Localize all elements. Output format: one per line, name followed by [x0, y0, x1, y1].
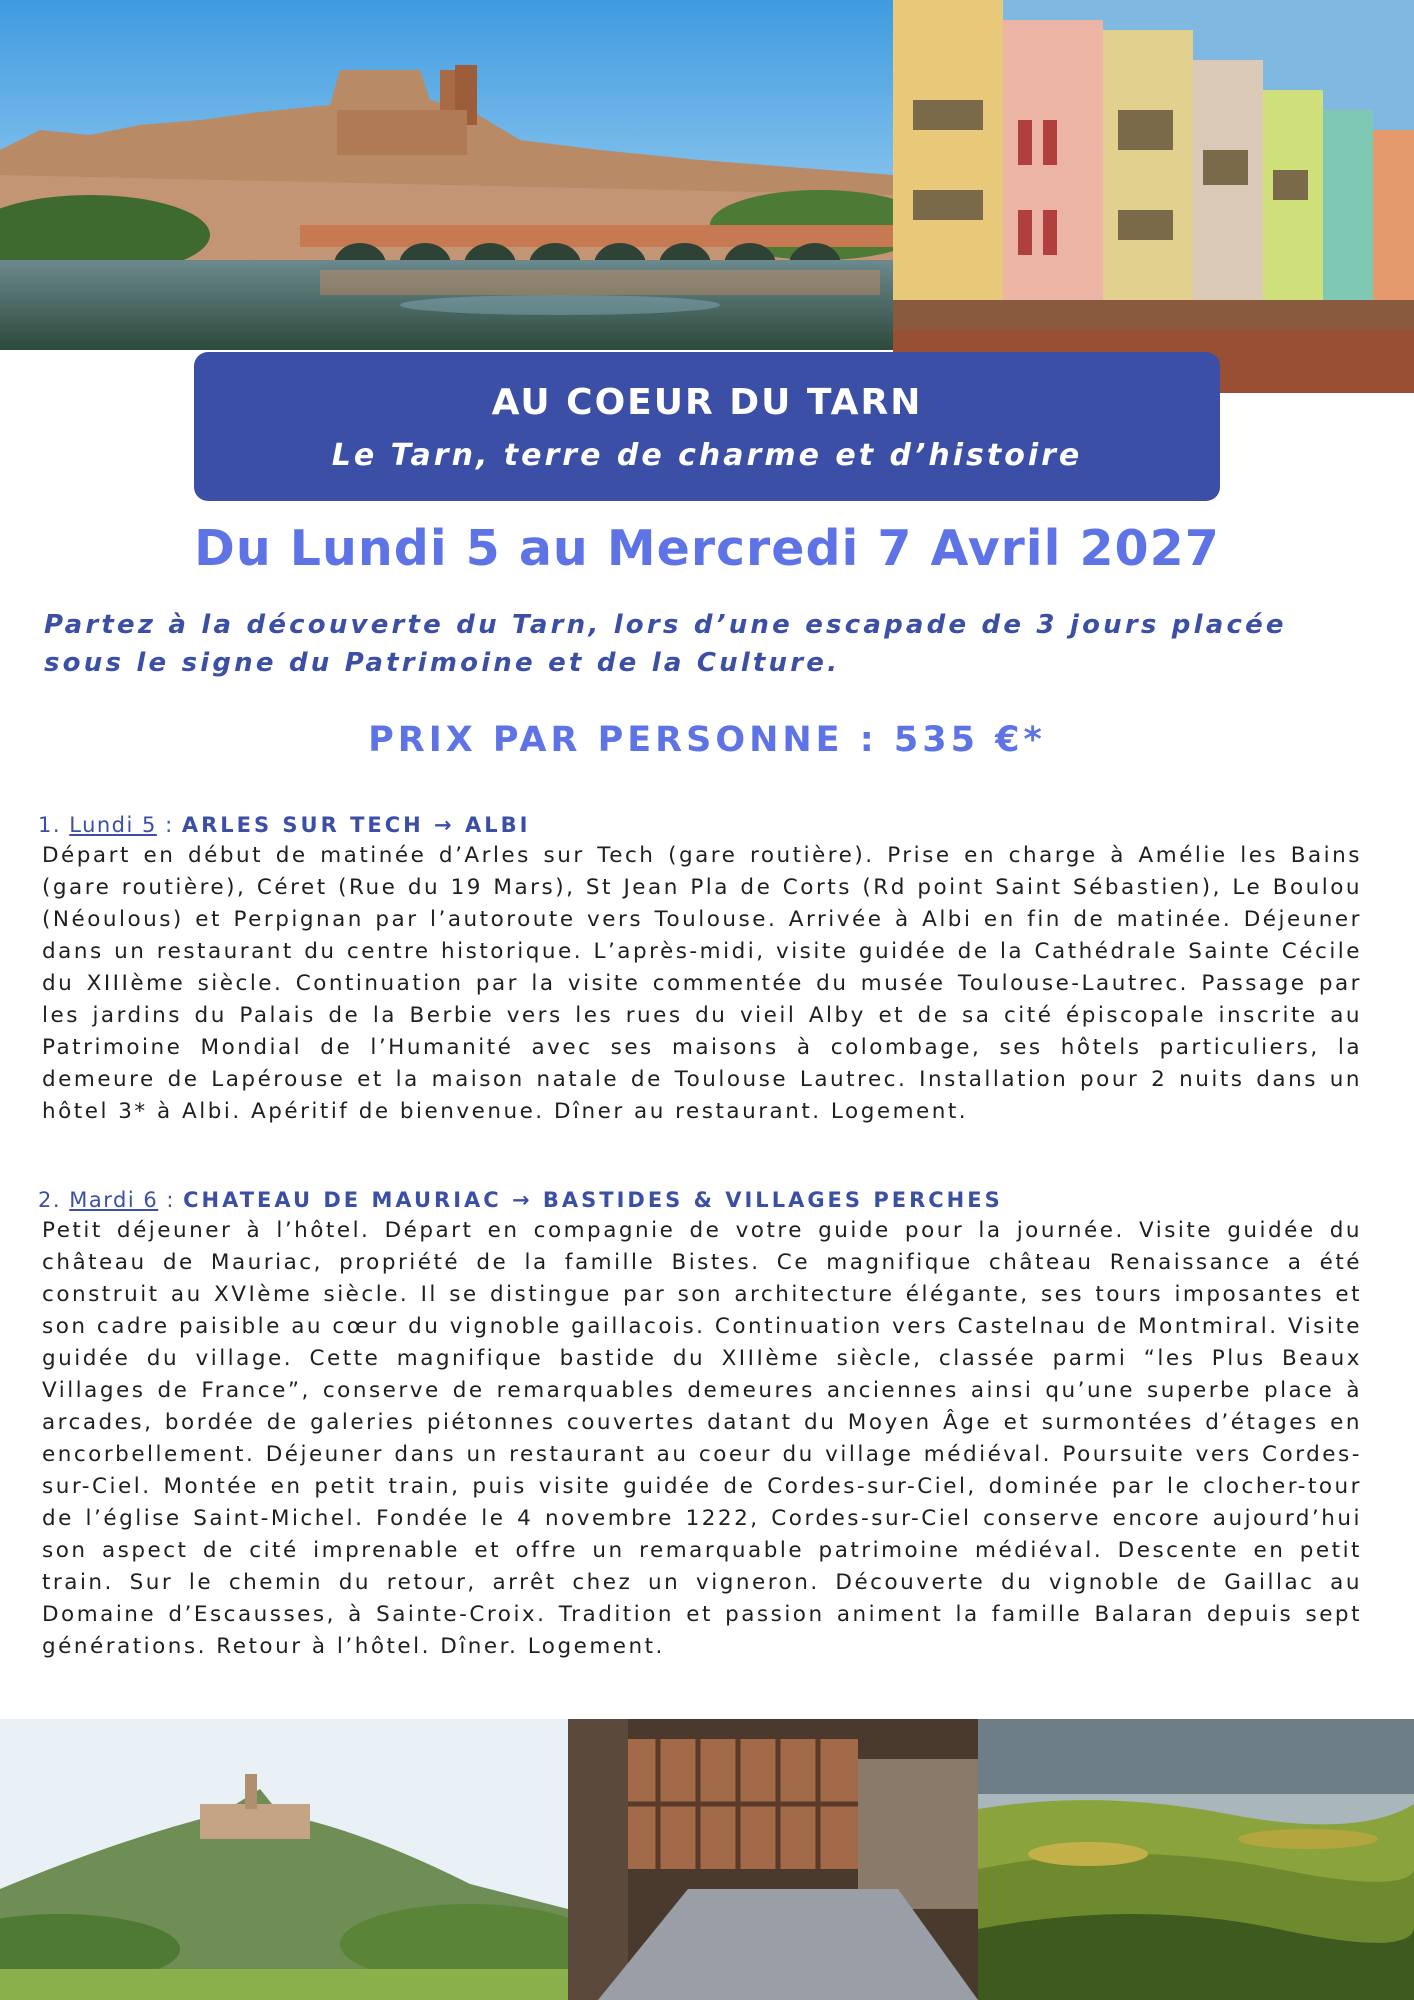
day-description: Petit déjeuner à l’hôtel. Départ en compagnie de votre guide pour la journée. Visite guidée du château de Mauriac, propriété de la famille Bistes. Ce magnifique château Renaissance a été construit au XVIème siècle. Il se distingue par son architecture élégante, ses tours imposantes et son cadre paisible au cœur du vignoble gaillacois. Continuation vers Castelnau de Montmiral. Visite guidée du village. Cette magnifique bastide du XIIIème siècle, classée parmi “les Plus Beaux Villages de France”, conserve de remarquables demeures anciennes ainsi qu’une superbe place à arcades, bordée de galeries piétonnes couvertes datant du Moyen Âge et surmontées d’étages en encorbellement. Déjeuner dans un restaurant au coeur du village médiéval. Poursuite vers Cordes-sur-Ciel. Montée en petit train, puis visite guidée de Cordes-sur-Ciel, dominée par le clocher-tour de l’église Saint-Michel. Fondée le 4 novembre 1222, Cordes-sur-Ciel conserve encore aujourd’hui son aspect de cité imprenable et offre un remarquable patrimoine médiéval. Descente en petit train. Sur le chemin du retour, arrêt chez un vigneron. Découverte du vignoble de Gaillac au Domaine d’Escausses, à Sainte-Croix. Tradition et passion animent la famille Balaran depuis sept générations. Retour à l’hôtel. Dîner. Logement.	[42, 1218, 1362, 1659]
page-title: AU COEUR DU TARN	[491, 382, 923, 423]
albi-bridge-photo	[0, 0, 893, 350]
day-number: 2.	[38, 1188, 62, 1212]
day-heading	[38, 810, 1362, 840]
medieval-street-photo	[568, 1719, 978, 2000]
day-route: ARLES SUR TECH → ALBI	[181, 813, 531, 837]
day-heading	[38, 1185, 1362, 1215]
day-date: Lundi 5	[69, 813, 157, 837]
day-section	[38, 810, 1362, 1128]
day-section	[38, 1185, 1362, 1663]
title-banner	[194, 352, 1220, 501]
day-separator: :	[156, 813, 182, 837]
vineyard-landscape-photo	[978, 1719, 1414, 2000]
day-route: CHATEAU DE MAURIAC → BASTIDES & VILLAGES PERCHES	[183, 1188, 1003, 1212]
trip-dates: Du Lundi 5 au Mercredi 7 Avril 2027	[194, 520, 1220, 577]
cordes-hilltop-photo	[0, 1719, 568, 2000]
day-date: Mardi 6	[69, 1188, 159, 1212]
page-subtitle: Le Tarn, terre de charme et d’histoire	[331, 438, 1083, 473]
riverside-houses-photo	[893, 0, 1414, 393]
price-per-person: PRIX PAR PERSONNE : 535 €*	[368, 720, 1046, 760]
intro-text: Partez à la découverte du Tarn, lors d’une escapade de 3 jours placée sous le signe du Patrimoine et de la Culture.	[44, 610, 1287, 678]
day-description: Départ en début de matinée d’Arles sur Tech (gare routière). Prise en charge à Amélie les Bains (gare routière), Céret (Rue du 19 Mars), St Jean Pla de Corts (Rd point Saint Sébastien), Le Boulou (Néoulous) et Perpignan par l’autoroute vers Toulouse. Arrivée à Albi en fin de matinée. Déjeuner dans un restaurant du centre historique. L’après-midi, visite guidée de la Cathédrale Sainte Cécile du XIIIème siècle. Continuation par la visite commentée du musée Toulouse-Lautrec. Passage par les jardins du Palais de la Berbie vers les rues du vieil Alby et de sa cité épiscopale inscrite au Patrimoine Mondial de l’Humanité avec ses maisons à colombage, ses hôtels particuliers, la demeure de Lapérouse et la maison natale de Toulouse Lautrec. Installation pour 2 nuits dans un hôtel 3* à Albi. Apéritif de bienvenue. Dîner au restaurant. Logement.	[42, 843, 1362, 1124]
day-separator: :	[158, 1188, 184, 1212]
day-number: 1.	[38, 813, 62, 837]
